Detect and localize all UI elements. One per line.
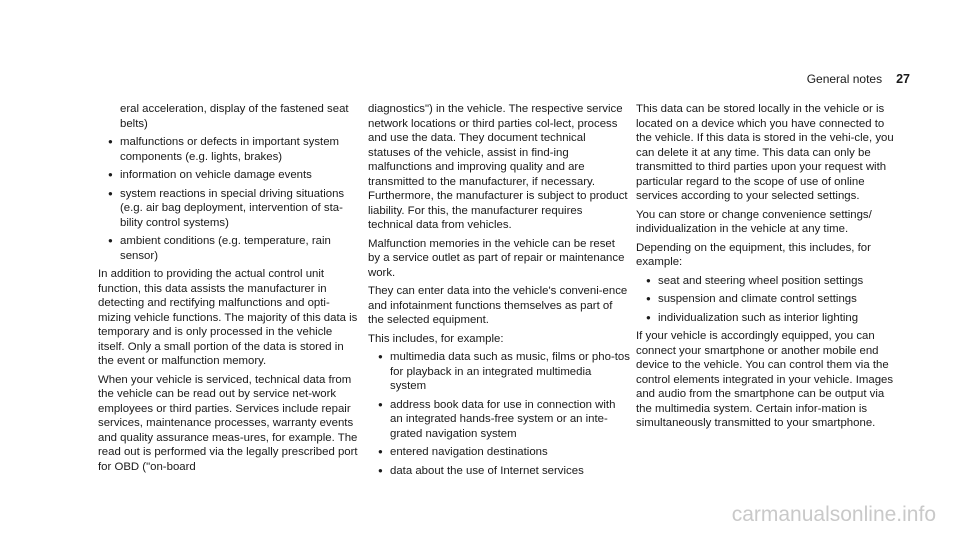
list-item: ● individualization such as interior lighting [646,311,859,324]
paragraph: You can store or change convenience settings/ individualization in the vehicle at any time. [636,208,872,235]
continuation-text: eral acceleration, display of the fastened seat belts) [120,103,349,130]
paragraph: When your vehicle is serviced, technical data from the vehicle can be read out by service net-work employees or third parties. Services include repair services, maintenance processes, warranty events and quality assurance meas-ures, for example. The read out is performed via the legally prescribed port for OBD ("on-board [98,373,358,473]
list-item: ● seat and steering wheel position settings [646,274,864,287]
page-header [807,72,910,86]
page-number: 27 [896,72,910,86]
list-item: ● multimedia data such as music, films or pho-tos for playback in an integrated multimedia system [378,351,630,392]
list-item: ● suspension and climate control settings [646,293,857,305]
bullet-list [636,274,898,326]
bullet-icon: ● [378,447,383,456]
bullet-icon: ● [108,188,113,198]
paragraph: This data can be stored locally in the vehicle or is located on a device which you have connected to the vehicle. If this data is stored in the vehi-cle, you can delete it at any time. This data can only be transmitted to third parties upon your request with particular regard to the scope of use of online services according to your selected settings. [636,103,894,202]
paragraph: If your vehicle is accordingly equipped, you can connect your smartphone or another mobile end device to the vehicle. You can control them via the control elements integrated in your vehicle. Images and audio from the smartphone can be output via the multimedia system. Certain infor-mation is simultaneously transmitted to your smartphone. [636,330,894,429]
bullet-icon: ● [646,294,651,303]
bullet-icon: ● [108,236,113,245]
bullet-icon: ● [378,465,383,475]
text-column-2 [368,102,630,482]
bullet-icon: ● [646,275,651,285]
list-item: ● malfunctions or defects in important system components (e.g. lights, brakes) [108,136,340,163]
paragraph: They can enter data into the vehicle's conveni-ence and infotainment functions themselves as part of the selected equipment. [368,285,628,326]
paragraph: Malfunction memories in the vehicle can be reset by a service outlet as part of repair or maintenance work. [368,237,625,279]
list-item: ● entered navigation destinations [378,446,548,458]
list-item: ● data about the use of Internet services [378,464,584,477]
paragraph: Depending on the equipment, this includes, for example: [636,241,871,268]
text-column-1 [98,102,360,478]
paragraph: diagnostics") in the vehicle. The respective service network locations or third parties col-lect, process and use the data. They document technical statuses of the vehicle, assist in find-ing malfunctions and improving quality and are transmitted to the manufacturer, if necessary. Furthermore, the manufacturer is subject to product liability. For this, the manufacturer requires technical data from vehicles. [368,103,628,231]
bullet-list [98,135,360,263]
text-column-3 [636,102,898,435]
list-item: ● address book data for use in connection with an integrated hands-free system or an inte-grated navigation system [378,398,616,440]
list-item: ● ambient conditions (e.g. temperature, rain sensor) [108,235,331,262]
paragraph: This includes, for example: [368,332,504,345]
bullet-icon: ● [108,137,113,146]
bullet-icon: ● [378,399,383,409]
paragraph: In addition to providing the actual control unit function, this data assists the manufacturer in detecting and rectifying malfunctions and opti-mizing vehicle functions. The majority of this data is temporary and is only processed in the vehicle itself. Only a small portion of the data is stored in the event or malfunction memory. [98,268,358,367]
bullet-icon: ● [378,352,383,361]
bullet-icon: ● [646,312,651,322]
list-item: ● system reactions in special driving situations (e.g. air bag deployment, intervention of sta-bility control systems) [108,187,345,229]
list-item: ● information on vehicle damage events [108,169,312,181]
bullet-icon: ● [108,170,113,179]
watermark: carmanualsonline.info [731,503,936,526]
section-title: General notes [806,72,883,86]
bullet-list [368,350,630,478]
